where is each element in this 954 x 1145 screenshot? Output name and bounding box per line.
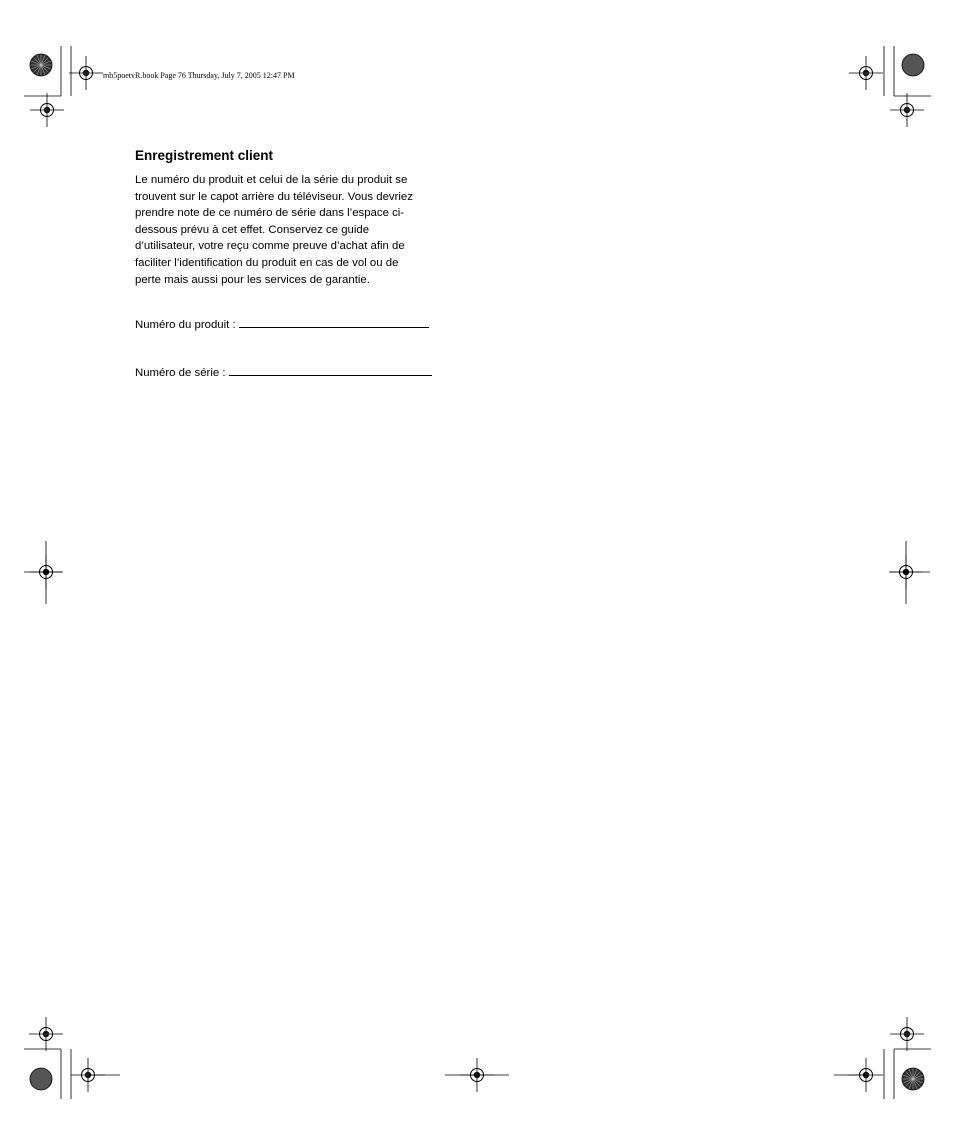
paragraph-line: perte mais aussi pour les services de garantie.: [135, 273, 370, 286]
starburst-target-icon: [30, 54, 52, 76]
paragraph-line: d’utilisateur, votre reçu comme preuve d’achat afin de: [135, 240, 405, 253]
registration-mark-icon: [849, 56, 883, 90]
solid-target-icon: [902, 54, 924, 76]
solid-target-icon: [30, 1068, 52, 1090]
paragraph-line: trouvent sur le capot arrière du téléviseur. Vous devriez: [135, 190, 413, 203]
product-number-field: [135, 316, 429, 331]
registration-mark-icon: [69, 56, 103, 90]
registration-mark-icon: [30, 93, 64, 127]
registration-mark-icon: [890, 93, 924, 127]
starburst-target-icon: [902, 1068, 924, 1090]
registration-mark-icon: [890, 1017, 924, 1051]
print-slug-line: mb5poetvR.book Page 76 Thursday, July 7, 2005 12:47 PM: [103, 71, 295, 80]
product-number-blank-line: [239, 316, 429, 328]
serial-number-blank-line: [229, 364, 432, 376]
paragraph-line: faciliter l’identification du produit en cas de vol ou de: [135, 256, 399, 269]
paragraph-line: dessous prévu à cet effet. Conservez ce guide: [135, 223, 370, 236]
product-number-label: Numéro du produit :: [135, 319, 236, 331]
serial-number-field: [135, 364, 432, 379]
section-heading: Enregistrement client: [135, 148, 274, 163]
paragraph-line: Le numéro du produit et celui de la série du produit se: [135, 174, 408, 186]
serial-number-label: Numéro de série :: [135, 367, 226, 379]
paragraph-line: prendre note de ce numéro de série dans l’espace ci-: [135, 207, 405, 220]
customer-registration-section: [135, 147, 453, 288]
registration-mark-icon: [29, 1017, 63, 1051]
section-paragraph: [135, 172, 453, 288]
